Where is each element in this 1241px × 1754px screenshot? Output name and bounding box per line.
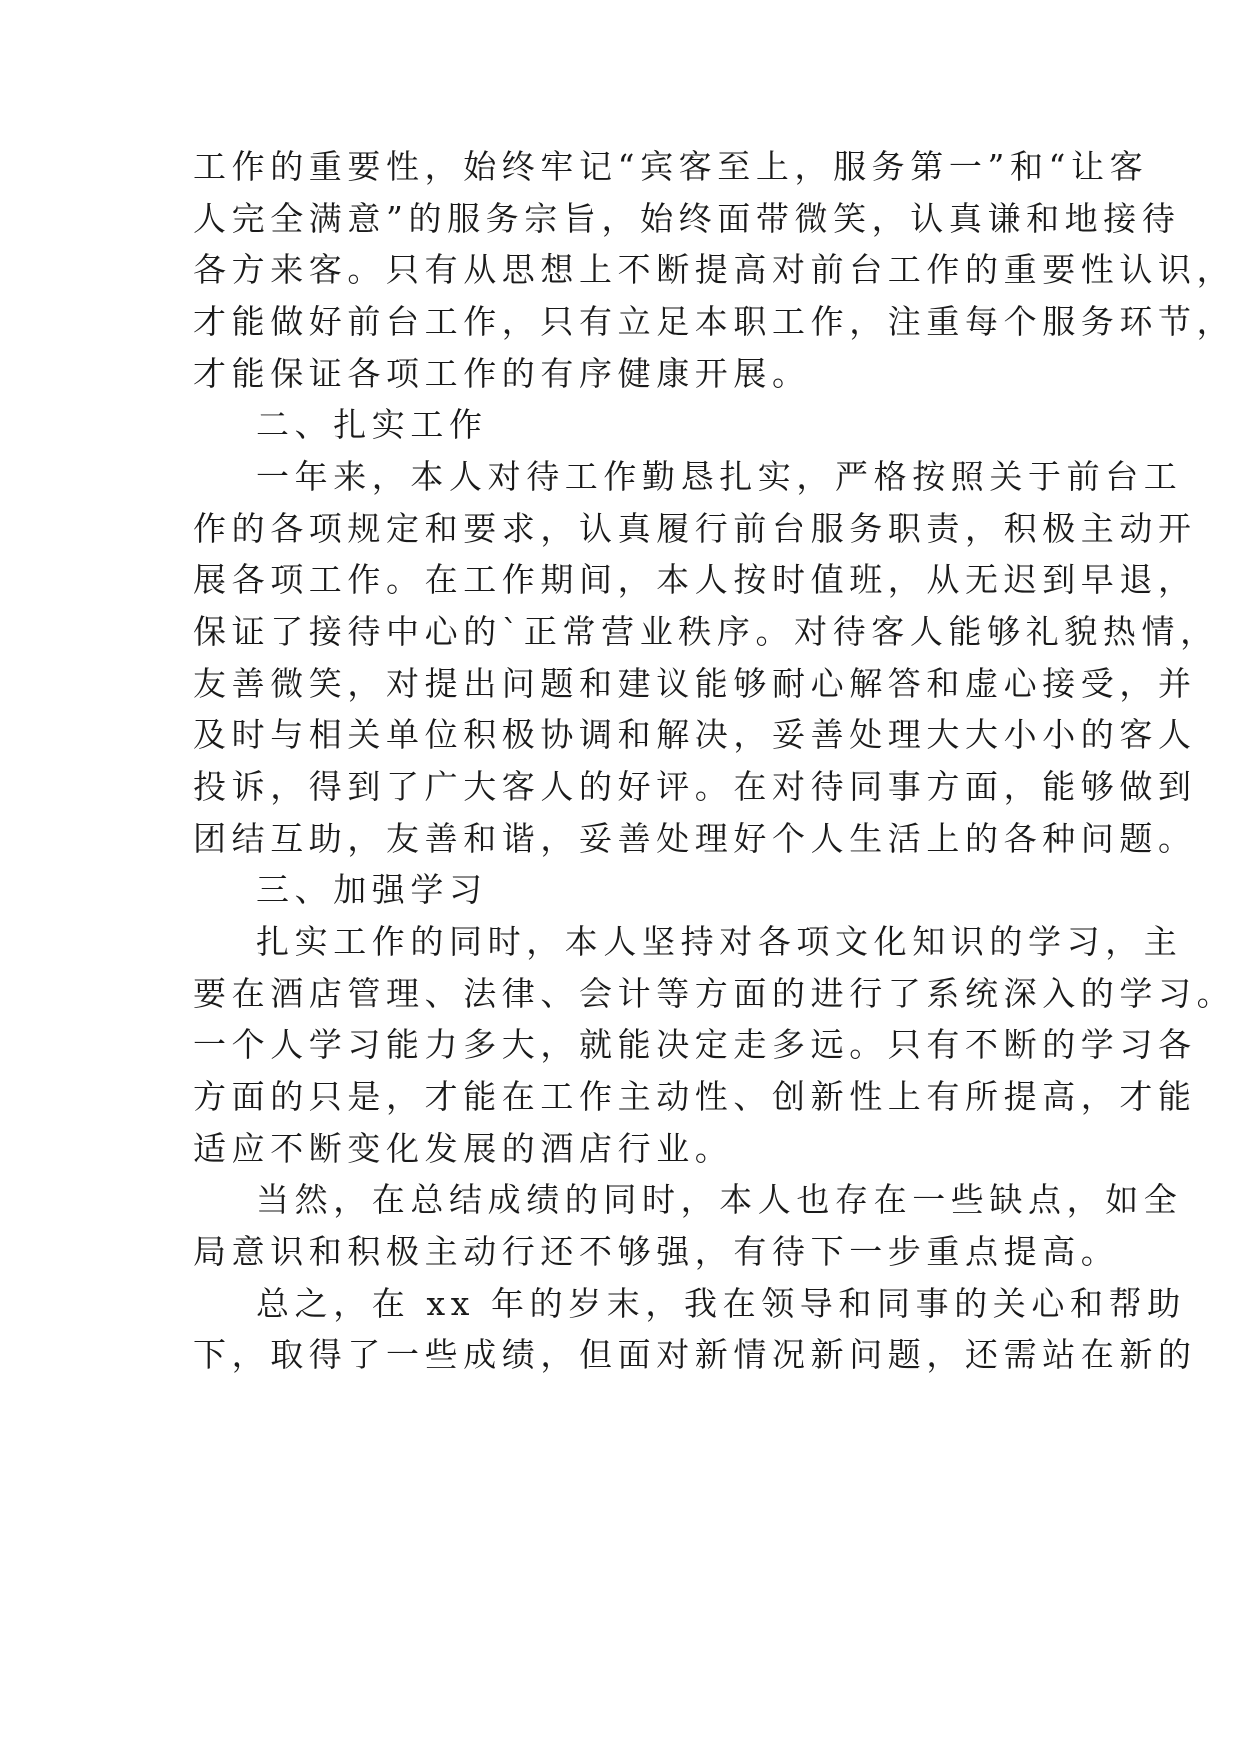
body-line-5: 才能保证各项工作的有序健康开展。: [193, 354, 811, 393]
body-line-18: 一个人学习能力多大，就能决定走多远。只有不断的学习各: [193, 1025, 1197, 1064]
body-line-2: 人完全满意”的服务宗旨，始终面带微笑，认真谦和地接待: [193, 199, 1181, 238]
body-line-21: 当然，在总结成绩的同时，本人也存在一些缺点，如全: [256, 1180, 1183, 1219]
body-line-14: 团结互助，友善和谐，妥善处理好个人生活上的各种问题。: [193, 819, 1197, 858]
body-line-7: 一年来，本人对待工作勤恳扎实，严格按照关于前台工: [256, 457, 1183, 496]
section-heading-2: 二、扎实工作: [256, 405, 488, 444]
body-line-11: 友善微笑，对提出问题和建议能够耐心解答和虚心接受，并: [193, 664, 1197, 703]
body-line-9: 展各项工作。在工作期间，本人按时值班，从无迟到早退，: [193, 560, 1197, 599]
body-line-19: 方面的只是，才能在工作主动性、创新性上有所提高，才能: [193, 1077, 1197, 1116]
body-line-3: 各方来客。只有从思想上不断提高对前台工作的重要性认识，: [193, 250, 1236, 289]
body-line-24: 下，取得了一些成绩，但面对新情况新问题，还需站在新的: [193, 1335, 1197, 1374]
body-line-8: 作的各项规定和要求，认真履行前台服务职责，积极主动开: [193, 509, 1197, 548]
body-line-4: 才能做好前台工作，只有立足本职工作，注重每个服务环节，: [193, 302, 1236, 341]
body-line-10: 保证了接待中心的`正常营业秩序。对待客人能够礼貌热情，: [193, 612, 1219, 651]
section-heading-3: 三、加强学习: [256, 870, 488, 909]
body-line-22: 局意识和积极主动行还不够强，有待下一步重点提高。: [193, 1232, 1120, 1271]
body-line-12: 及时与相关单位积极协调和解决，妥善处理大大小小的客人: [193, 715, 1197, 754]
body-line-13: 投诉，得到了广大客人的好评。在对待同事方面，能够做到: [193, 767, 1197, 806]
body-line-20: 适应不断变化发展的酒店行业。: [193, 1129, 734, 1168]
body-line-16: 扎实工作的同时，本人坚持对各项文化知识的学习，主: [256, 922, 1183, 961]
body-line-17: 要在酒店管理、法律、会计等方面的进行了系统深入的学习。: [193, 974, 1236, 1013]
body-line-23: 总之，在 xx 年的岁末，我在领导和同事的关心和帮助: [256, 1284, 1186, 1323]
body-line-1: 工作的重要性，始终牢记“宾客至上，服务第一”和“让客: [193, 147, 1149, 186]
